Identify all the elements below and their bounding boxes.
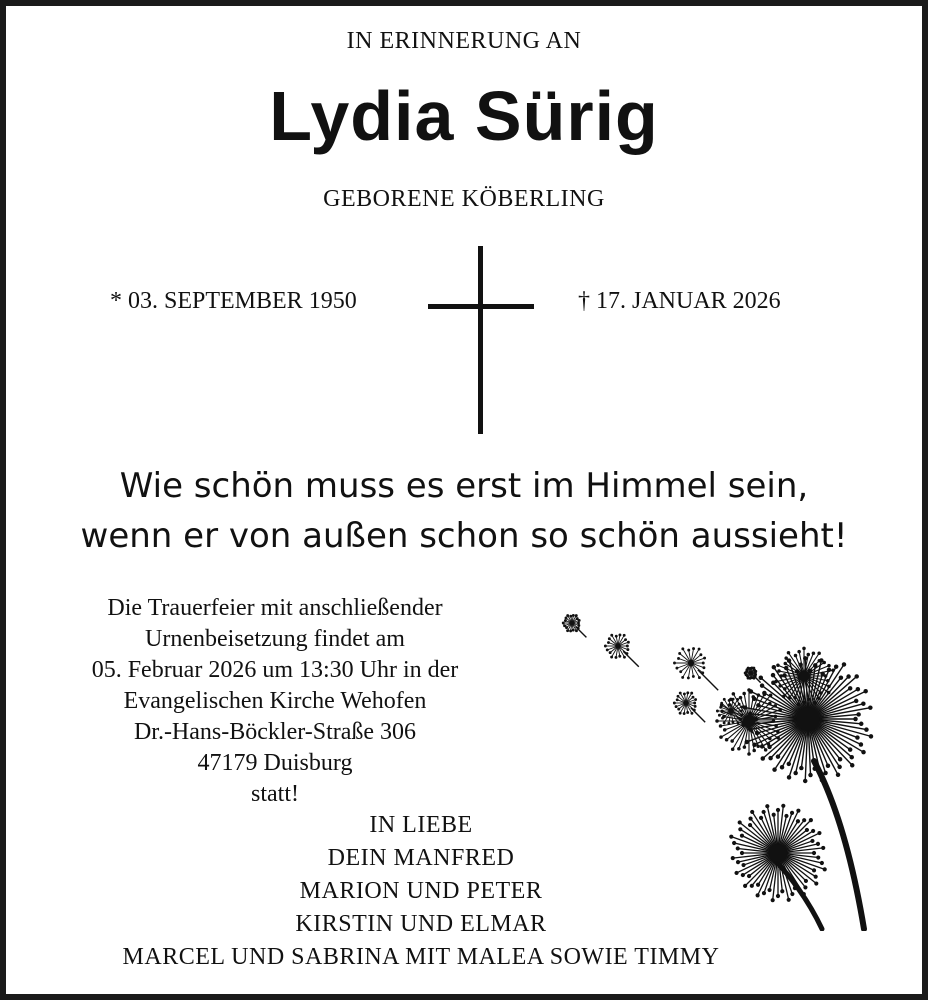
maiden-name: GEBORENE KÖBERLING bbox=[323, 186, 605, 212]
quote-line-1: Wie schön muss es erst im Himmel sein, bbox=[119, 466, 809, 506]
cross-crossbar bbox=[428, 304, 534, 309]
signature-line: IN LIEBE bbox=[369, 812, 473, 838]
service-line: Urnenbeisetzung findet am bbox=[145, 626, 405, 652]
service-line: Evangelischen Kirche Wehofen bbox=[123, 688, 427, 714]
service-line: Dr.-Hans-Böckler-Straße 306 bbox=[133, 719, 417, 745]
quote-line-2: wenn er von außen schon so schön aussieht! bbox=[80, 516, 848, 556]
signature-line: MARCEL UND SABRINA MIT MALEA SOWIE TIMMY bbox=[122, 944, 720, 970]
birth-date: * 03. SEPTEMBER 1950 bbox=[110, 288, 357, 314]
dandelion-icon bbox=[546, 601, 886, 931]
latin-cross-icon bbox=[478, 246, 483, 434]
service-line: 47179 Duisburg bbox=[197, 750, 353, 776]
deceased-name: Lydia Sürig bbox=[269, 77, 659, 155]
death-date: † 17. JANUAR 2026 bbox=[578, 288, 781, 314]
signature-line: KIRSTIN UND ELMAR bbox=[295, 911, 547, 937]
intro-text: IN ERINNERUNG AN bbox=[346, 28, 582, 54]
signature-line: DEIN MANFRED bbox=[327, 845, 515, 871]
service-line: statt! bbox=[251, 781, 299, 807]
signature-line: MARION UND PETER bbox=[299, 878, 543, 904]
service-line: Die Trauerfeier mit anschließender bbox=[107, 595, 443, 621]
service-line: 05. Februar 2026 um 13:30 Uhr in der bbox=[91, 657, 459, 683]
